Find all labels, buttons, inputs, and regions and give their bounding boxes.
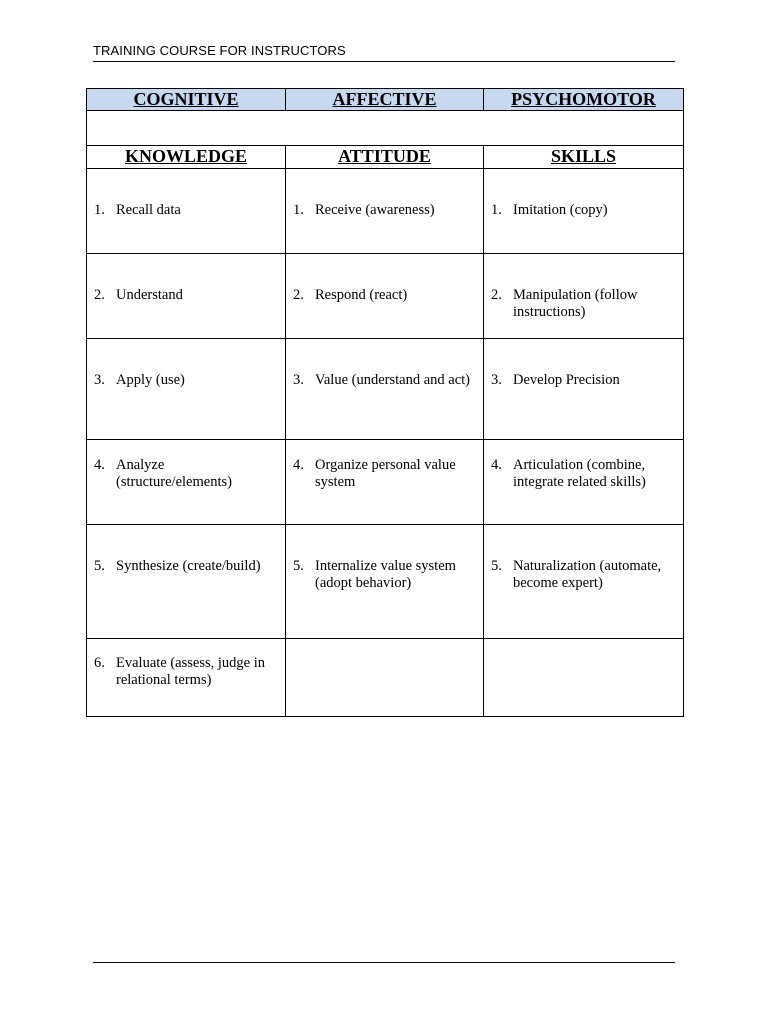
- list-item: [286, 440, 483, 490]
- item-text: Manipulation (follow instructions): [513, 287, 638, 320]
- table-row: [87, 440, 684, 525]
- table-cell: [87, 440, 286, 525]
- list-item: [484, 254, 683, 320]
- item-number: 2.: [491, 287, 502, 303]
- item-text: Articulation (combine, integrate related skills): [513, 457, 646, 490]
- spacer-row: [87, 111, 684, 146]
- list-item: [87, 169, 285, 219]
- list-item: [286, 254, 483, 304]
- list-item: [484, 169, 683, 219]
- table-cell: [87, 639, 286, 717]
- domain-psychomotor: PSYCHOMOTOR: [484, 89, 684, 111]
- item-text: Recall data: [116, 202, 181, 218]
- list-item: [286, 525, 483, 591]
- table-cell: [286, 339, 484, 440]
- item-text: Internalize value system (adopt behavior): [315, 558, 456, 591]
- list-item: [87, 440, 285, 490]
- category-skills: SKILLS: [484, 146, 684, 169]
- item-number: 3.: [491, 372, 502, 388]
- list-item: [87, 525, 285, 575]
- table-cell: [286, 169, 484, 254]
- table-row: [87, 169, 684, 254]
- table-row: [87, 254, 684, 339]
- item-number: 6.: [94, 655, 105, 671]
- list-item: [87, 639, 285, 688]
- domain-affective: AFFECTIVE: [286, 89, 484, 111]
- list-item: [87, 254, 285, 304]
- table-row: [87, 525, 684, 639]
- table-cell: [87, 254, 286, 339]
- item-text: Receive (awareness): [315, 202, 435, 218]
- item-text: Apply (use): [116, 372, 185, 388]
- item-number: 1.: [491, 202, 502, 218]
- item-number: 4.: [293, 457, 304, 473]
- list-item: [87, 339, 285, 389]
- running-header: TRAINING COURSE FOR INSTRUCTORS: [93, 43, 346, 58]
- item-number: 2.: [94, 287, 105, 303]
- item-number: 4.: [491, 457, 502, 473]
- table-cell: [484, 169, 684, 254]
- empty-cell: [286, 639, 484, 717]
- category-knowledge: KNOWLEDGE: [87, 146, 286, 169]
- table-cell: [286, 440, 484, 525]
- table-cell: [484, 254, 684, 339]
- item-text: Value (understand and act): [315, 372, 471, 388]
- item-text: Organize personal value system: [315, 457, 456, 490]
- item-number: 1.: [293, 202, 304, 218]
- item-text: Respond (react): [315, 287, 408, 303]
- domain-header-row: [87, 89, 684, 111]
- table-row: [87, 639, 684, 717]
- list-item: [484, 525, 683, 591]
- domain-cognitive: COGNITIVE: [87, 89, 286, 111]
- item-number: 1.: [94, 202, 105, 218]
- item-number: 4.: [94, 457, 105, 473]
- spacer-cell: [87, 111, 684, 146]
- taxonomy-table: [86, 88, 684, 717]
- item-number: 3.: [293, 372, 304, 388]
- table-cell: [484, 339, 684, 440]
- table-cell: [484, 440, 684, 525]
- header-rule: [93, 61, 675, 62]
- category-header-row: [87, 146, 684, 169]
- table-cell: [87, 525, 286, 639]
- list-item: [484, 339, 683, 389]
- list-item: [286, 169, 483, 219]
- empty-cell: [484, 639, 684, 717]
- item-number: 5.: [293, 558, 304, 574]
- item-text: Synthesize (create/build): [116, 558, 261, 574]
- category-attitude: ATTITUDE: [286, 146, 484, 169]
- table-row: [87, 339, 684, 440]
- table-cell: [87, 169, 286, 254]
- table-cell: [286, 525, 484, 639]
- list-item: [286, 339, 483, 389]
- item-text: Understand: [116, 287, 183, 303]
- item-text: Naturalization (automate, become expert): [513, 558, 662, 591]
- item-number: 3.: [94, 372, 105, 388]
- footer-rule: [93, 962, 675, 963]
- item-number: 2.: [293, 287, 304, 303]
- item-text: Evaluate (assess, judge in relational terms): [116, 655, 265, 688]
- table-cell: [286, 254, 484, 339]
- item-number: 5.: [491, 558, 502, 574]
- item-text: Analyze (structure/elements): [116, 457, 232, 490]
- table-cell: [484, 525, 684, 639]
- list-item: [484, 440, 683, 490]
- item-text: Develop Precision: [513, 372, 620, 388]
- table-cell: [87, 339, 286, 440]
- item-number: 5.: [94, 558, 105, 574]
- item-text: Imitation (copy): [513, 202, 608, 218]
